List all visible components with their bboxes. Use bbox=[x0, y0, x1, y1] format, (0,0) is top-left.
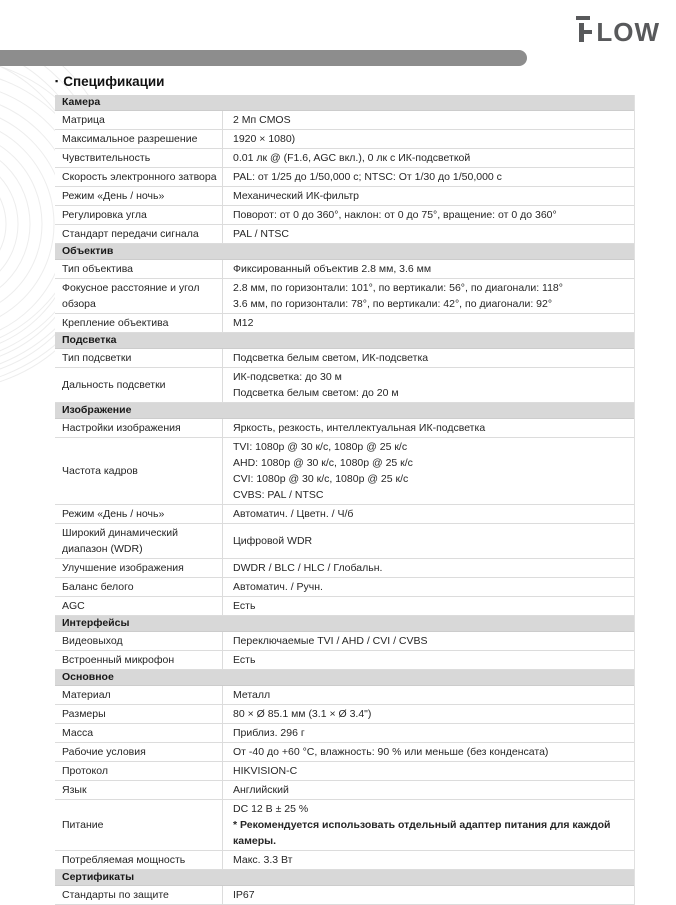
spec-value-line: CVI: 1080p @ 30 к/с, 1080p @ 25 к/с bbox=[233, 473, 409, 485]
spec-value bbox=[223, 559, 634, 577]
spec-value bbox=[223, 743, 634, 761]
spec-row bbox=[55, 130, 634, 149]
spec-row bbox=[55, 851, 634, 870]
spec-label: Язык bbox=[55, 781, 223, 799]
spec-value bbox=[223, 524, 634, 558]
spec-value bbox=[223, 314, 634, 332]
section-header: Сертификаты bbox=[55, 870, 634, 886]
section-header: Объектив bbox=[55, 244, 634, 260]
spec-value-line: TVI: 1080p @ 30 к/с, 1080p @ 25 к/с bbox=[233, 441, 408, 453]
spec-row bbox=[55, 800, 634, 851]
spec-row bbox=[55, 505, 634, 524]
spec-label: Режим «День / ночь» bbox=[55, 187, 223, 205]
spec-label: Видеовыход bbox=[55, 632, 223, 650]
spec-label: Питание bbox=[55, 800, 223, 850]
spec-label: Матрица bbox=[55, 111, 223, 129]
logo-f-glyph bbox=[579, 23, 595, 42]
spec-row bbox=[55, 524, 634, 559]
spec-label: Улучшение изображения bbox=[55, 559, 223, 577]
spec-row bbox=[55, 651, 634, 670]
spec-value-line: Автоматич. / Ручн. bbox=[233, 581, 323, 593]
spec-value-line: PAL / NTSC bbox=[233, 228, 290, 240]
spec-label: Потребляемая мощность bbox=[55, 851, 223, 869]
spec-value-line: Есть bbox=[233, 654, 256, 666]
spec-row bbox=[55, 781, 634, 800]
spec-value-line: 2.8 мм, по горизонтали: 101°, по вертикали: 56°, по диагонали: 118° bbox=[233, 282, 563, 294]
spec-label: Дальность подсветки bbox=[55, 368, 223, 402]
spec-value bbox=[223, 705, 634, 723]
spec-value bbox=[223, 762, 634, 780]
spec-value-line: 2 Мп CMOS bbox=[233, 114, 291, 126]
spec-row bbox=[55, 168, 634, 187]
spec-value bbox=[223, 260, 634, 278]
section-header: Подсветка bbox=[55, 333, 634, 349]
spec-row bbox=[55, 597, 634, 616]
spec-value-line: DC 12 В ± 25 % bbox=[233, 803, 309, 815]
header-divider-bar bbox=[0, 50, 527, 66]
spec-label: Режим «День / ночь» bbox=[55, 505, 223, 523]
spec-value bbox=[223, 279, 634, 313]
spec-row bbox=[55, 314, 634, 333]
spec-label: AGC bbox=[55, 597, 223, 615]
spec-value bbox=[223, 111, 634, 129]
spec-value bbox=[223, 651, 634, 669]
spec-value-line: IP67 bbox=[233, 889, 255, 901]
spec-row bbox=[55, 762, 634, 781]
spec-label: Фокусное расстояние и угол обзора bbox=[55, 279, 223, 313]
spec-value bbox=[223, 505, 634, 523]
spec-label: Стандарт передачи сигнала bbox=[55, 225, 223, 243]
spec-value-line: 1920 × 1080) bbox=[233, 133, 296, 145]
spec-label: Масса bbox=[55, 724, 223, 742]
spec-value-line: AHD: 1080p @ 30 к/с, 1080p @ 25 к/с bbox=[233, 457, 413, 469]
brand-logo bbox=[579, 16, 660, 47]
spec-row bbox=[55, 632, 634, 651]
title-bullet-icon: ▪ bbox=[55, 76, 59, 86]
spec-value-line: CVBS: PAL / NTSC bbox=[233, 489, 324, 501]
spec-row bbox=[55, 260, 634, 279]
spec-row bbox=[55, 686, 634, 705]
spec-value-line: 3.6 мм, по горизонтали: 78°, по вертикали: 42°, по диагонали: 92° bbox=[233, 298, 553, 310]
spec-row bbox=[55, 419, 634, 438]
spec-row bbox=[55, 349, 634, 368]
spec-row bbox=[55, 225, 634, 244]
spec-row bbox=[55, 187, 634, 206]
spec-value-line: Металл bbox=[233, 689, 271, 701]
spec-label: Скорость электронного затвора bbox=[55, 168, 223, 186]
spec-value bbox=[223, 149, 634, 167]
spec-value-line: * Рекомендуется использовать отдельный адаптер питания для каждой камеры. bbox=[233, 819, 611, 847]
spec-label: Протокол bbox=[55, 762, 223, 780]
spec-label: Тип объектива bbox=[55, 260, 223, 278]
spec-row bbox=[55, 705, 634, 724]
spec-row bbox=[55, 206, 634, 225]
spec-row bbox=[55, 438, 634, 505]
spec-value-line: Приблиз. 296 г bbox=[233, 727, 305, 739]
spec-value bbox=[223, 130, 634, 148]
spec-row bbox=[55, 559, 634, 578]
spec-value-line: Цифровой WDR bbox=[233, 535, 313, 547]
spec-value bbox=[223, 225, 634, 243]
section-header: Камера bbox=[55, 95, 634, 111]
spec-value bbox=[223, 438, 634, 504]
spec-row bbox=[55, 368, 634, 403]
spec-value bbox=[223, 349, 634, 367]
spec-value bbox=[223, 632, 634, 650]
spec-value-line: DWDR / BLC / HLC / Глобальн. bbox=[233, 562, 383, 574]
section-header: Основное bbox=[55, 670, 634, 686]
spec-value-line: HIKVISION-C bbox=[233, 765, 298, 777]
spec-label: Регулировка угла bbox=[55, 206, 223, 224]
spec-row bbox=[55, 743, 634, 762]
spec-value bbox=[223, 781, 634, 799]
spec-label: Частота кадров bbox=[55, 438, 223, 504]
spec-value-line: От -40 до +60 °C, влажность: 90 % или меньше (без конденсата) bbox=[233, 746, 549, 758]
spec-label: Чувствительность bbox=[55, 149, 223, 167]
page-title bbox=[55, 74, 165, 89]
spec-value-line: Фиксированный объектив 2.8 мм, 3.6 мм bbox=[233, 263, 432, 275]
spec-value-line: 80 × Ø 85.1 мм (3.1 × Ø 3.4") bbox=[233, 708, 372, 720]
spec-label: Широкий динамический диапазон (WDR) bbox=[55, 524, 223, 558]
brand-logo-text: LOW bbox=[596, 17, 660, 47]
spec-label: Тип подсветки bbox=[55, 349, 223, 367]
spec-value bbox=[223, 724, 634, 742]
spec-value bbox=[223, 368, 634, 402]
page-title-text: Спецификации bbox=[63, 74, 165, 89]
spec-value-line: Переключаемые TVI / AHD / CVI / CVBS bbox=[233, 635, 428, 647]
spec-value bbox=[223, 597, 634, 615]
spec-label: Крепление объектива bbox=[55, 314, 223, 332]
spec-value bbox=[223, 686, 634, 704]
spec-value bbox=[223, 187, 634, 205]
spec-value-line: Механический ИК-фильтр bbox=[233, 190, 359, 202]
spec-row bbox=[55, 886, 634, 905]
spec-label: Материал bbox=[55, 686, 223, 704]
spec-label: Рабочие условия bbox=[55, 743, 223, 761]
spec-value-line: Макс. 3.3 Вт bbox=[233, 854, 293, 866]
spec-row bbox=[55, 279, 634, 314]
spec-row bbox=[55, 149, 634, 168]
spec-value-line: ИК-подсветка: до 30 м bbox=[233, 371, 342, 383]
spec-value bbox=[223, 886, 634, 904]
spec-row bbox=[55, 724, 634, 743]
section-header: Интерфейсы bbox=[55, 616, 634, 632]
spec-label: Размеры bbox=[55, 705, 223, 723]
spec-value bbox=[223, 800, 634, 850]
spec-value-line: 0.01 лк @ (F1.6, AGC вкл.), 0 лк с ИК-подсветкой bbox=[233, 152, 471, 164]
spec-row bbox=[55, 111, 634, 130]
spec-label: Максимальное разрешение bbox=[55, 130, 223, 148]
spec-label: Настройки изображения bbox=[55, 419, 223, 437]
spec-label: Стандарты по защите bbox=[55, 886, 223, 904]
spec-value-line: Английский bbox=[233, 784, 289, 796]
spec-value-line: Есть bbox=[233, 600, 256, 612]
spec-value-line: Подсветка белым светом, ИК-подсветка bbox=[233, 352, 429, 364]
spec-value-line: PAL: от 1/25 до 1/50,000 с; NTSC: От 1/30 до 1/50,000 с bbox=[233, 171, 502, 183]
spec-value-line: Автоматич. / Цветн. / Ч/б bbox=[233, 508, 354, 520]
spec-value-line: Подсветка белым светом: до 20 м bbox=[233, 387, 399, 399]
spec-value bbox=[223, 578, 634, 596]
spec-value-line: Поворот: от 0 до 360°, наклон: от 0 до 75°, вращение: от 0 до 360° bbox=[233, 209, 557, 221]
spec-value bbox=[223, 206, 634, 224]
spec-value bbox=[223, 419, 634, 437]
section-header: Изображение bbox=[55, 403, 634, 419]
spec-table bbox=[55, 95, 635, 905]
spec-value bbox=[223, 851, 634, 869]
spec-value-line: Яркость, резкость, интеллектуальная ИК-подсветка bbox=[233, 422, 486, 434]
spec-label: Встроенный микрофон bbox=[55, 651, 223, 669]
spec-label: Баланс белого bbox=[55, 578, 223, 596]
spec-row bbox=[55, 578, 634, 597]
spec-value-line: M12 bbox=[233, 317, 254, 329]
spec-value bbox=[223, 168, 634, 186]
